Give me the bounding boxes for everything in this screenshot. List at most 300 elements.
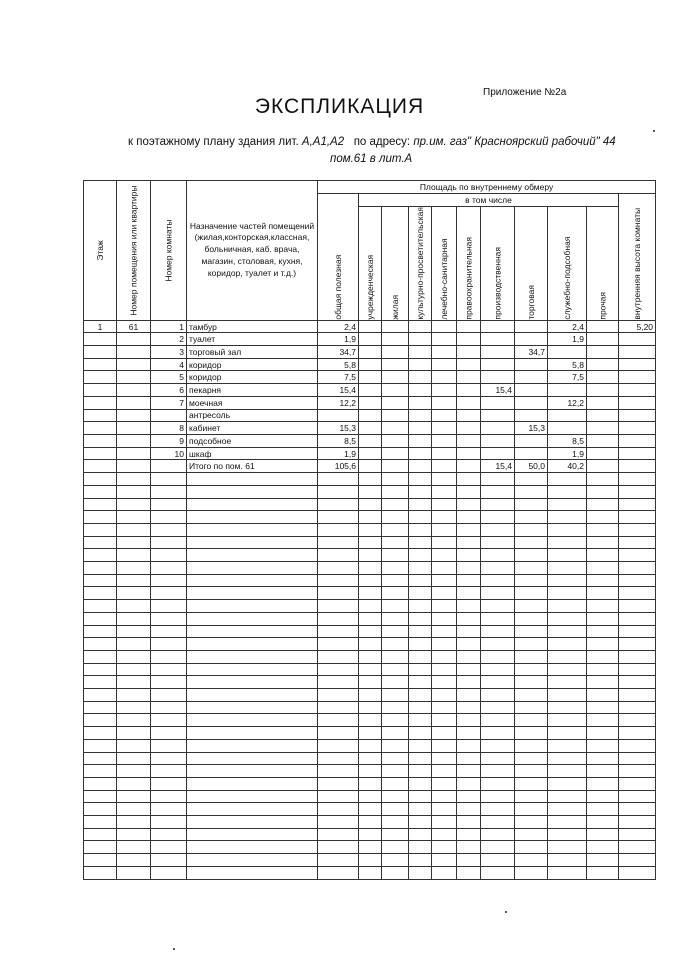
scan-dot — [173, 948, 175, 950]
table-cell — [359, 600, 382, 613]
table-cell — [151, 663, 187, 676]
table-cell — [432, 523, 457, 536]
table-cell — [84, 358, 117, 371]
table-cell — [548, 676, 587, 689]
table-cell — [382, 333, 409, 346]
table-row-empty — [84, 816, 656, 829]
table-cell — [548, 574, 587, 587]
table-cell — [382, 663, 409, 676]
table-cell: 61 — [117, 320, 151, 333]
table-cell — [151, 562, 187, 575]
table-cell — [117, 689, 151, 702]
table-cell — [515, 498, 548, 511]
table-cell — [187, 790, 318, 803]
table-cell: 15,4 — [318, 384, 359, 397]
table-cell — [481, 612, 515, 625]
table-cell — [117, 523, 151, 536]
table-row-empty — [84, 803, 656, 816]
table-cell — [151, 473, 187, 486]
table-cell — [187, 866, 318, 879]
table-cell — [318, 828, 359, 841]
table-cell — [457, 752, 481, 765]
table-cell — [432, 358, 457, 371]
table-cell — [117, 600, 151, 613]
table-cell — [619, 396, 656, 409]
table-cell — [187, 498, 318, 511]
table-cell — [481, 866, 515, 879]
table-cell — [151, 625, 187, 638]
table-cell — [151, 689, 187, 702]
table-cell: 6 — [151, 384, 187, 397]
table-cell — [457, 409, 481, 422]
table-cell — [619, 498, 656, 511]
table-cell — [382, 511, 409, 524]
table-cell — [548, 739, 587, 752]
col-header-other: прочая — [587, 207, 619, 321]
table-row-empty — [84, 866, 656, 879]
table-cell — [548, 816, 587, 829]
table-cell — [187, 765, 318, 778]
table-cell — [587, 739, 619, 752]
col-header-total: общая полезная — [318, 194, 359, 321]
table-cell — [457, 600, 481, 613]
table-cell — [587, 612, 619, 625]
table-row-empty — [84, 727, 656, 740]
table-cell — [117, 574, 151, 587]
col-header-room: Номер комнаты — [151, 181, 187, 321]
document-subtitle-line2: пом.61 в лит.А — [330, 153, 413, 165]
scan-dot — [653, 130, 655, 132]
table-cell — [187, 676, 318, 689]
table-cell — [84, 739, 117, 752]
table-cell — [359, 663, 382, 676]
table-cell — [432, 511, 457, 524]
table-cell — [457, 854, 481, 867]
table-cell — [587, 523, 619, 536]
table-cell — [117, 752, 151, 765]
table-cell — [117, 777, 151, 790]
table-cell — [409, 816, 432, 829]
table-cell — [84, 549, 117, 562]
table-cell — [457, 587, 481, 600]
table-cell — [359, 866, 382, 879]
table-cell — [515, 714, 548, 727]
table-cell — [432, 714, 457, 727]
table-cell — [359, 841, 382, 854]
table-row-empty — [84, 739, 656, 752]
table-cell — [117, 511, 151, 524]
table-cell — [382, 600, 409, 613]
table-cell — [151, 752, 187, 765]
table-row — [84, 358, 656, 371]
table-cell — [84, 803, 117, 816]
table-cell — [359, 562, 382, 575]
table-cell — [84, 701, 117, 714]
table-cell — [619, 612, 656, 625]
table-cell — [409, 447, 432, 460]
table-cell — [151, 460, 187, 473]
table-cell — [432, 777, 457, 790]
table-cell — [515, 511, 548, 524]
table-cell — [548, 511, 587, 524]
table-cell — [432, 866, 457, 879]
table-cell — [117, 841, 151, 854]
table-cell — [382, 358, 409, 371]
table-cell — [587, 447, 619, 460]
table-row-empty — [84, 473, 656, 486]
col-header-residential: жилая — [382, 207, 409, 321]
table-cell — [587, 396, 619, 409]
table-cell — [187, 689, 318, 702]
table-cell — [432, 498, 457, 511]
table-cell — [318, 409, 359, 422]
table-cell — [359, 739, 382, 752]
table-cell — [187, 511, 318, 524]
table-cell — [432, 587, 457, 600]
table-cell — [151, 523, 187, 536]
table-cell — [619, 803, 656, 816]
table-cell — [318, 689, 359, 702]
table-row-empty — [84, 676, 656, 689]
table-cell — [84, 676, 117, 689]
table-cell — [151, 574, 187, 587]
table-cell — [619, 689, 656, 702]
table-cell — [151, 498, 187, 511]
table-cell — [84, 384, 117, 397]
table-cell — [587, 866, 619, 879]
table-cell — [187, 727, 318, 740]
table-cell — [409, 650, 432, 663]
table-cell — [587, 511, 619, 524]
table-cell — [117, 727, 151, 740]
table-cell — [619, 714, 656, 727]
table-row-empty — [84, 854, 656, 867]
table-cell — [457, 803, 481, 816]
table-cell — [359, 790, 382, 803]
table-cell — [359, 816, 382, 829]
table-cell — [548, 485, 587, 498]
table-row-empty — [84, 574, 656, 587]
table-cell — [409, 574, 432, 587]
col-header-trade: торговая — [515, 207, 548, 321]
table-cell — [587, 714, 619, 727]
table-cell — [359, 536, 382, 549]
table-cell — [432, 625, 457, 638]
table-cell — [318, 714, 359, 727]
table-cell — [359, 549, 382, 562]
table-cell — [187, 625, 318, 638]
table-row-empty — [84, 523, 656, 536]
table-cell — [457, 549, 481, 562]
subtitle-address: пр.им. газ" Красноярский рабочий" 44 — [413, 136, 616, 148]
table-row — [84, 371, 656, 384]
table-cell — [359, 396, 382, 409]
table-cell — [84, 562, 117, 575]
table-cell — [117, 371, 151, 384]
table-cell — [382, 612, 409, 625]
table-cell — [84, 828, 117, 841]
table-cell — [409, 803, 432, 816]
table-cell — [382, 434, 409, 447]
table-cell: коридор — [187, 371, 318, 384]
table-cell — [318, 600, 359, 613]
table-cell — [409, 346, 432, 359]
table-cell — [359, 371, 382, 384]
table-cell — [619, 765, 656, 778]
table-cell — [151, 828, 187, 841]
table-cell — [382, 701, 409, 714]
table-cell — [151, 841, 187, 854]
table-cell — [587, 676, 619, 689]
table-body — [84, 320, 656, 879]
table-cell — [409, 866, 432, 879]
table-cell — [515, 727, 548, 740]
table-cell — [432, 447, 457, 460]
table-cell — [382, 460, 409, 473]
table-cell — [187, 663, 318, 676]
table-cell — [619, 409, 656, 422]
table-cell — [359, 854, 382, 867]
table-cell — [84, 485, 117, 498]
table-cell — [117, 473, 151, 486]
table-cell — [481, 803, 515, 816]
table-row — [84, 447, 656, 460]
table-cell — [481, 841, 515, 854]
table-row-empty — [84, 752, 656, 765]
table-cell — [587, 765, 619, 778]
table-cell — [382, 866, 409, 879]
table-cell — [117, 816, 151, 829]
table-cell — [515, 396, 548, 409]
table-cell — [318, 663, 359, 676]
table-cell — [432, 739, 457, 752]
table-cell — [619, 422, 656, 435]
table-cell — [457, 676, 481, 689]
table-cell — [382, 371, 409, 384]
table-cell — [187, 777, 318, 790]
table-cell — [117, 739, 151, 752]
table-cell — [318, 625, 359, 638]
table-cell: 5,8 — [318, 358, 359, 371]
table-cell — [481, 752, 515, 765]
table-cell — [432, 663, 457, 676]
table-cell — [382, 473, 409, 486]
table-cell — [432, 549, 457, 562]
table-cell — [359, 409, 382, 422]
table-cell — [457, 689, 481, 702]
table-cell — [457, 523, 481, 536]
table-cell — [318, 498, 359, 511]
table-cell — [359, 828, 382, 841]
table-cell — [457, 358, 481, 371]
table-cell — [318, 523, 359, 536]
table-cell — [457, 460, 481, 473]
table-cell — [432, 384, 457, 397]
table-cell — [409, 638, 432, 651]
table-cell — [117, 434, 151, 447]
table-cell — [481, 739, 515, 752]
table-cell: туалет — [187, 333, 318, 346]
table-cell — [432, 752, 457, 765]
table-row-empty — [84, 498, 656, 511]
table-cell — [409, 625, 432, 638]
table-cell — [457, 574, 481, 587]
table-cell — [382, 816, 409, 829]
table-cell — [587, 574, 619, 587]
table-cell — [619, 841, 656, 854]
table-cell — [117, 803, 151, 816]
table-cell — [619, 358, 656, 371]
table-cell — [409, 828, 432, 841]
table-row-empty — [84, 689, 656, 702]
table-cell — [587, 828, 619, 841]
table-cell — [457, 790, 481, 803]
table-cell — [457, 473, 481, 486]
col-header-institutional: учрежденческая — [359, 207, 382, 321]
table-cell — [409, 739, 432, 752]
table-cell — [432, 396, 457, 409]
table-cell — [432, 727, 457, 740]
table-cell — [151, 536, 187, 549]
table-cell — [587, 663, 619, 676]
table-cell — [359, 625, 382, 638]
table-cell — [515, 752, 548, 765]
table-cell — [548, 854, 587, 867]
table-cell — [481, 777, 515, 790]
table-cell — [481, 536, 515, 549]
table-cell — [151, 701, 187, 714]
table-cell — [187, 841, 318, 854]
table-cell: 8,5 — [318, 434, 359, 447]
table-cell — [359, 777, 382, 790]
table-cell — [587, 854, 619, 867]
table-cell — [318, 587, 359, 600]
table-cell — [432, 650, 457, 663]
table-cell — [117, 333, 151, 346]
table-cell — [481, 485, 515, 498]
table-cell — [409, 600, 432, 613]
table-cell — [84, 434, 117, 447]
table-cell — [318, 485, 359, 498]
table-cell — [481, 371, 515, 384]
table-cell — [84, 536, 117, 549]
table-cell — [481, 638, 515, 651]
table-cell — [481, 333, 515, 346]
table-cell: 7 — [151, 396, 187, 409]
document-subtitle — [128, 136, 616, 148]
table-cell — [548, 600, 587, 613]
table-cell — [409, 320, 432, 333]
table-row — [84, 384, 656, 397]
table-cell — [548, 422, 587, 435]
table-cell — [515, 841, 548, 854]
table-cell: 12,2 — [548, 396, 587, 409]
table-row — [84, 346, 656, 359]
table-cell — [548, 638, 587, 651]
table-cell — [619, 511, 656, 524]
table-cell: 5,20 — [619, 320, 656, 333]
table-cell — [432, 638, 457, 651]
table-cell — [382, 689, 409, 702]
table-cell — [359, 511, 382, 524]
table-cell — [151, 816, 187, 829]
table-cell — [318, 841, 359, 854]
table-cell — [515, 600, 548, 613]
table-cell — [587, 803, 619, 816]
table-cell — [548, 625, 587, 638]
table-row-empty — [84, 790, 656, 803]
table-cell — [318, 701, 359, 714]
table-cell — [481, 765, 515, 778]
table-cell — [587, 701, 619, 714]
table-cell — [359, 485, 382, 498]
table-cell — [359, 384, 382, 397]
table-cell: подсобное — [187, 434, 318, 447]
table-cell — [409, 523, 432, 536]
table-cell — [84, 447, 117, 460]
table-cell — [187, 739, 318, 752]
table-cell — [432, 816, 457, 829]
table-cell — [84, 790, 117, 803]
col-header-medical: лечебно-санитарная — [432, 207, 457, 321]
table-cell — [382, 574, 409, 587]
table-cell — [151, 612, 187, 625]
table-row — [84, 409, 656, 422]
table-cell — [84, 422, 117, 435]
table-cell — [151, 790, 187, 803]
table-cell — [318, 765, 359, 778]
table-cell — [359, 320, 382, 333]
table-cell — [587, 790, 619, 803]
table-cell — [587, 816, 619, 829]
table-cell — [117, 396, 151, 409]
table-cell — [432, 434, 457, 447]
table-cell — [382, 384, 409, 397]
table-cell — [515, 689, 548, 702]
table-cell — [409, 714, 432, 727]
table-cell — [382, 777, 409, 790]
table-cell — [117, 663, 151, 676]
table-cell — [84, 511, 117, 524]
table-cell — [457, 396, 481, 409]
table-cell — [318, 562, 359, 575]
table-cell — [382, 320, 409, 333]
table-cell — [587, 346, 619, 359]
table-cell — [84, 574, 117, 587]
table-cell — [548, 663, 587, 676]
table-cell — [587, 320, 619, 333]
table-cell — [515, 676, 548, 689]
table-cell — [187, 536, 318, 549]
table-cell — [619, 638, 656, 651]
table-cell — [382, 625, 409, 638]
table-row — [84, 422, 656, 435]
table-cell — [151, 485, 187, 498]
table-cell — [587, 460, 619, 473]
table-cell — [619, 777, 656, 790]
table-cell — [382, 523, 409, 536]
table-cell — [409, 485, 432, 498]
table-cell — [432, 320, 457, 333]
table-cell — [587, 587, 619, 600]
table-cell: 1 — [84, 320, 117, 333]
table-cell — [382, 676, 409, 689]
table-cell — [481, 625, 515, 638]
table-cell — [548, 866, 587, 879]
table-cell — [117, 625, 151, 638]
table-row-empty — [84, 549, 656, 562]
table-cell — [117, 701, 151, 714]
